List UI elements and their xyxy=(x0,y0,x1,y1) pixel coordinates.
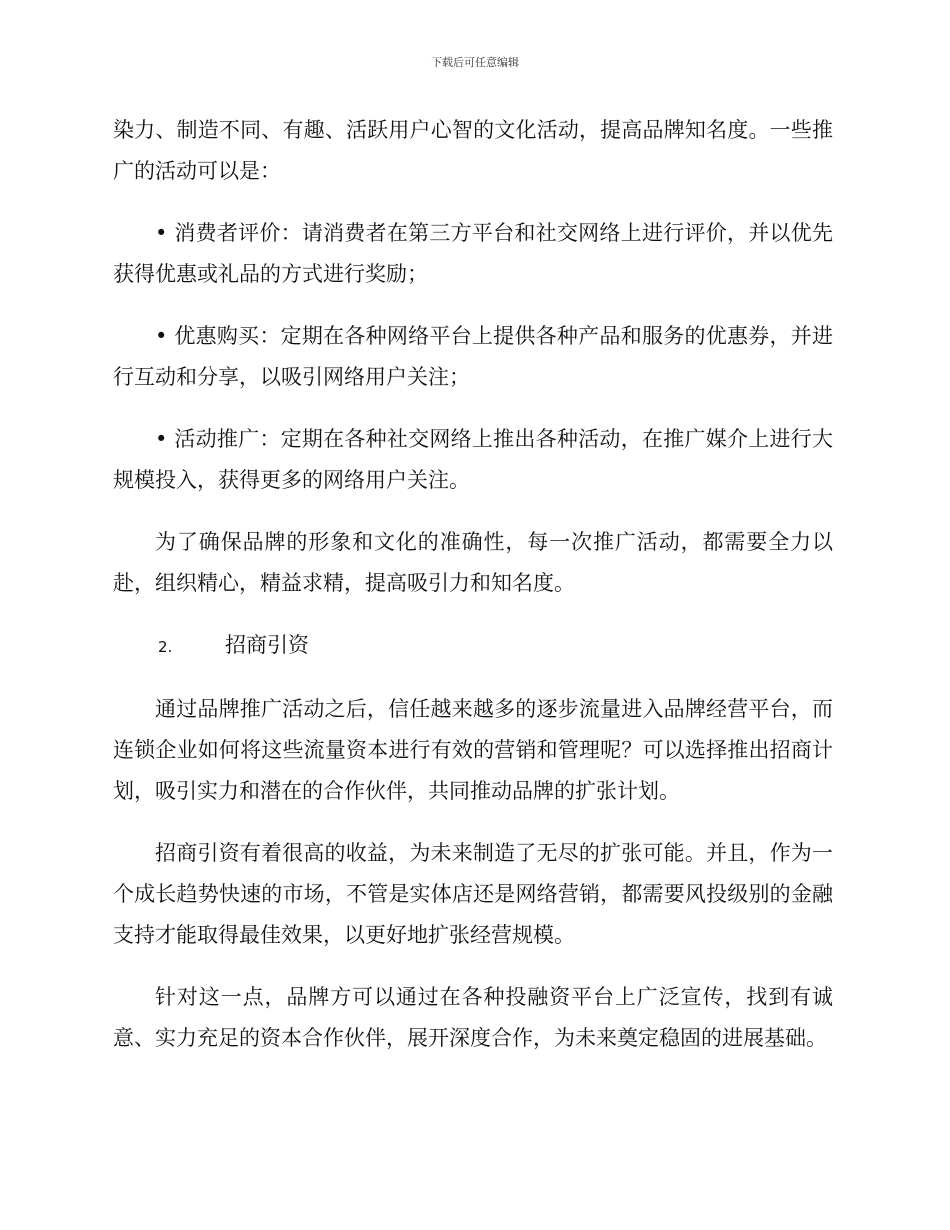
paragraph-intro: 染力、制造不同、有趣、活跃用户心智的文化活动，提高品牌知名度。一些推广的活动可以是： xyxy=(113,118,833,183)
bullet-discount-purchase: • 优惠购买：定期在各种网络平台上提供各种产品和服务的优惠券，并进行互动和分享，以吸引网络用户关注； xyxy=(113,324,833,389)
page-header: 下载后可任意编辑 xyxy=(431,56,519,69)
paragraph-capital-partners: 针对这一点，品牌方可以通过在各种投融资平台上广泛宣传，找到有诚意、实力充足的资本合作伙伴，展开深度合作，为未来奠定稳固的进展基础。 xyxy=(113,985,833,1050)
section-heading xyxy=(113,625,833,668)
section-title: 招商引资 xyxy=(225,633,309,657)
paragraph-brand-accuracy: 为了确保品牌的形象和文化的准确性，每一次推广活动，都需要全力以赴，组织精心，精益求精，提高吸引力和知名度。 xyxy=(113,530,833,595)
paragraph-investment-benefit: 招商引资有着很高的收益，为未来制造了无尽的扩张可能。并且，作为一个成长趋势快速的市场，不管是实体店还是网络营销，都需要风投级别的金融支持才能取得最佳效果，以更好地扩张经营规模。 xyxy=(113,841,833,947)
section-number: 2. xyxy=(158,638,173,656)
paragraph-investment-plan: 通过品牌推广活动之后，信任越来越多的逐步流量进入品牌经营平台，而连锁企业如何将这些流量资本进行有效的营销和管理呢？可以选择推出招商计划，吸引实力和潜在的合作伙伴，共同推动品牌的扩张计划。 xyxy=(113,697,833,803)
document-body xyxy=(113,110,833,1059)
bullet-event-promotion: • 活动推广：定期在各种社交网络上推出各种活动，在推广媒介上进行大规模投入，获得更多的网络用户关注。 xyxy=(113,427,833,492)
bullet-consumer-review: • 消费者评价：请消费者在第三方平台和社交网络上进行评价，并以优先获得优惠或礼品的方式进行奖励； xyxy=(113,221,833,286)
